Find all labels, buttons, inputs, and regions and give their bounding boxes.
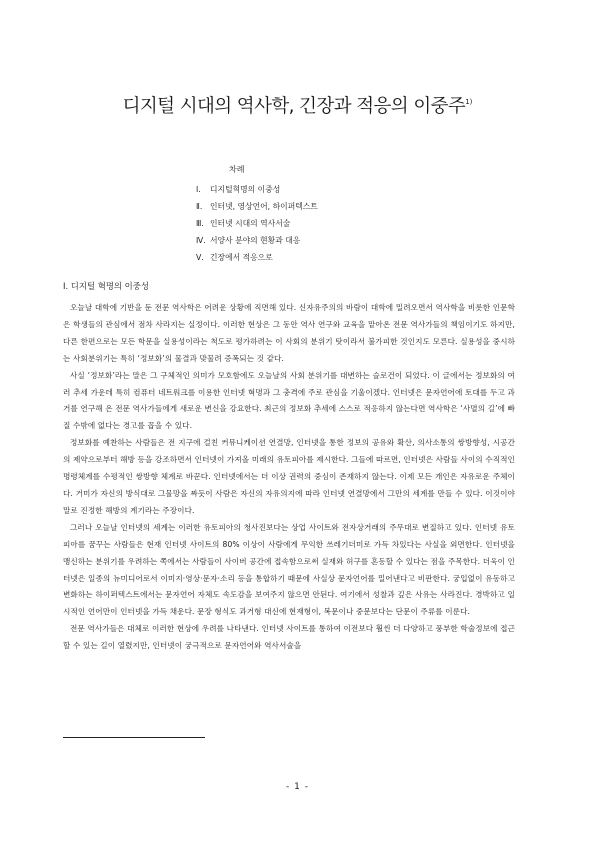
toc-heading: 차례 [229,165,245,174]
footnote-separator [63,737,205,738]
paragraph: 사실 ‘정보화’라는 말은 그 구체적인 의미가 모호함에도 오늘날의 사회 분위기를 대변하는 슬로건이 되었다. 이 글에서는 정보화의 여러 추세 가운데 특히 컴퓨터 네트워크를 이용한 인터넷 혁명과 그 충격에 주로 관심을 기울이겠다. 인터넷은 문자언어에 토대를 두고 과거를 연구해 온 전문 역사가들에게 새로운 변신을 강요한다. 최근의 정보화 추세에 스스로 적응하지 않는다면 역사학은 ‘사멸의 길’에 빠질 수밖에 없다는 경고를 꼽을 수 있다. [63,370,515,431]
footnote-marker[interactable]: 1) [465,98,473,106]
title-text: 디지털 시대의 역사학, 긴장과 적응의 이중주 [122,96,466,117]
table-of-contents [196,181,318,266]
toc-item-number: Ⅴ. [196,253,204,262]
toc-item-label: 서양사 분야의 현황과 대응 [210,236,301,245]
page-number: - 1 - [286,782,309,792]
paragraph: 오늘날 대학에 기반을 둔 전문 역사학은 어려운 상황에 직면해 있다. 신자유주의의 바람이 대학에 밀려오면서 역사학을 비롯한 인문학은 학생들의 관심에서 점차 사라지는 실정이다. 이러한 현상은 그 동안 역사 연구와 교육을 맡아온 전문 역사가들의 책임이기도 하지만, 다른 한편으로는 모든 학문을 실용성이라는 척도로 평가하려는 이 사회의 분위기 탓이라서 불가피한 것인지도 모른다. 실용성을 중시하는 사회분위기는 특히 ‘정보화’의 물결과 맞물려 증폭되는 것 같다. [63,303,515,363]
toc-item-number: Ⅳ. [196,236,206,245]
toc-item-number: Ⅱ. [196,202,203,211]
paragraph: 그러나 오늘날 인터넷의 세계는 이러한 유토피아의 청사진보다는 상업 사이트와 전자상거래의 주무대로 변질하고 있다. 인터넷 유토피아를 꿈꾸는 사람들은 현재 인터넷 사이트의 80% 이상이 사람에게 무익한 쓰레기더미로 가득 차있다는 사실을 외면한다. 인터넷을 맹신하는 분위기를 우려하는 쪽에서는 사람들이 사이버 공간에 접속함으로써 실재와 허구를 혼동할 수 있다는 점을 주목한다. 더욱이 인터넷은 일종의 뉴미디어로서 이미지·영상·문자·소리 등을 통합하기 때문에 사실상 문자언어를 밀어낸다고 비판한다. 궁입없이 유동하고 변화하는 하이퍼텍스트에서는 문자언어 자체도 속도감을 보여주지 않으면 안된다. 여기에서 성찰과 깊은 사유는 사라진다. 경박하고 일시적인 언어만이 인터넷을 가득 채운다. 문장 형식도 과거형 대신에 현재형이, 복문이나 중문보다는 단문이 주류를 이룬다. [63,522,515,617]
toc-item-number: Ⅲ. [196,219,204,228]
paragraph: 정보화를 예찬하는 사람들은 전 지구에 걸친 커뮤니케이션 연결망, 인터넷을 통한 정보의 공유와 확산, 의사소통의 쌍방향성, 시공간의 제약으로부터 해방 등을 강조하면서 인터넷이 가져올 미래의 유토피아를 제시한다. 그들에 따르면, 인터넷은 사람들 사이의 수직적인 명령체계를 수평적인 쌍방향 체계로 바꾼다. 인터넷에서는 더 이상 권력의 중심이 존재하지 않는다. 이제 모든 개인은 자유로운 주체이다. 거미가 자신의 방식대로 그물망을 짜듯이 사람은 자신의 자유의지에 따라 인터넷 연결망에서 그만의 세계를 만들 수 있다. 이것이야말로 진정한 해방의 계기라는 주장이다. [63,438,515,515]
toc-item-label: 인터넷 시대의 역사서술 [210,219,291,228]
toc-item [196,198,318,215]
toc-item-label: 디지털혁명의 이중성 [210,185,281,194]
toc-item [196,215,318,232]
paragraph: 전문 역사가들은 대체로 이러한 현상에 우려를 나타낸다. 인터넷 사이트를 통하여 이전보다 훨씬 더 다양하고 풍부한 학술정보에 접근할 수 있는 길이 열렸지만, 인터넷이 궁극적으로 문자언어와 역사서술을 [63,624,515,651]
toc-item-label: 인터넷, 영상언어, 하이퍼텍스트 [210,202,318,211]
document-title [0,92,595,118]
toc-item-label: 긴장에서 적응으로 [210,253,273,262]
body-text [63,300,515,655]
toc-item [196,181,318,198]
section-heading: Ⅰ. 디지털 혁명의 이중성 [63,281,149,291]
toc-item [196,232,318,249]
toc-item [196,249,318,266]
toc-item-number: Ⅰ. [196,185,201,194]
